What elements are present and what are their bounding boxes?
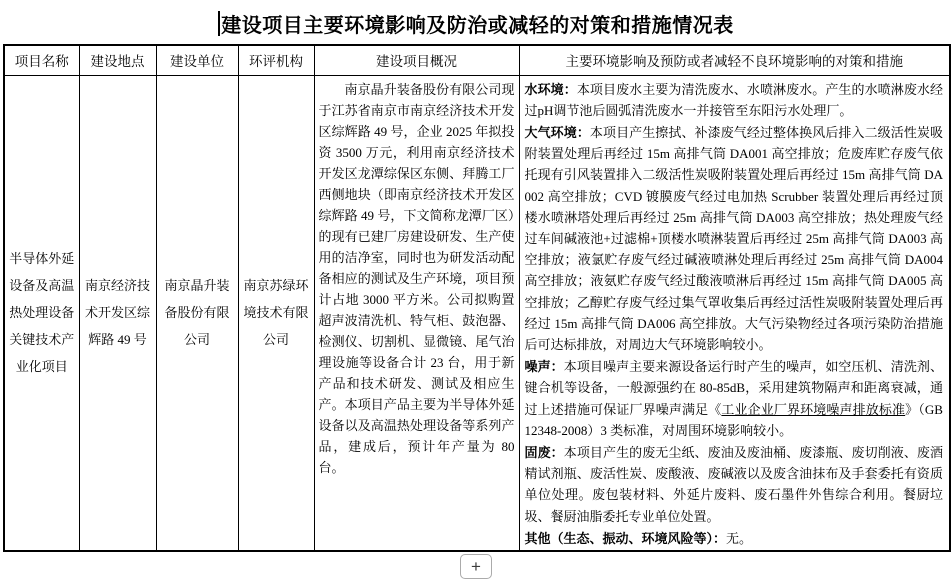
- measure-text: 本项目废水主要为清洗废水、水喷淋废水。产生的水喷淋废水经过pH调节池后圆弧清洗废水一并接管至东阳污水处理厂。: [524, 81, 943, 118]
- measure-paragraph: [525, 528, 944, 549]
- measure-label: 固废：: [524, 444, 564, 460]
- measure-label: 大气环境：: [524, 124, 590, 140]
- header-project-name: 项目名称: [4, 45, 79, 75]
- header-overview: 建设项目概况: [314, 45, 519, 75]
- measure-text: 本项目噪声主要来源设备运行时产生的噪声，如空压机、清洗剂、键合机等设备，一般源强约在 80-85dB，采用建筑物隔声和距离衰减，通过上述措施可保证厂界噪声满足《: [524, 359, 943, 417]
- cell-overview: [314, 75, 519, 551]
- measures-list: [525, 79, 944, 549]
- eia-table: [3, 44, 951, 552]
- measure-paragraph: [525, 122, 944, 355]
- measure-paragraph: [525, 79, 944, 121]
- header-builder: 建设单位: [156, 45, 238, 75]
- measure-text: 本项目产生擦拭、补漆废气经过整体换风后排入二级活性炭吸附装置处理后再经过 15m 高排气筒 DA001 高空排放；危废库贮存废气依托现有引风装置排入二级活性炭吸附装置处理后再经过 15m 高排气筒 DA002 高空排放；CVD 镀膜废气经过电加热 Scrubber 装置处理后再经过顶楼水喷淋塔处理后再经过 25m 高排气筒 DA003 高空排放；热处理废气经过车间碱液池+过滤棉+顶楼水喷淋装置后再经过 25m 高排气筒 DA003 高空排放；液氯贮存废气经过碱液喷淋处理后再经过 25m 高排气筒 DA004 高空排放；液氨贮存废气经过酸液喷淋后再经过 15m 高排气筒 DA005 高空排放；乙醇贮存废气经过集气罩收集后再经过活性炭吸附装置处理后再经过 15m 高排气筒 DA006 高空排放。大气污染物经过各项污染防治措施后可达标排放，对周边大气环境影响较小。: [524, 124, 943, 352]
- header-eia-agency: 环评机构: [238, 45, 314, 75]
- measure-paragraph: [525, 442, 944, 527]
- measure-label: 其他（生态、振动、环境风险等）：: [524, 530, 727, 546]
- measure-label: 噪声：: [524, 359, 564, 375]
- cell-project-name: 半导体外延设备及高温热处理设备关键技术产业化项目: [4, 75, 79, 551]
- title-bar: [0, 0, 952, 44]
- page-title: 建设项目主要环境影响及防治或减轻的对策和措施情况表: [221, 15, 734, 37]
- text-cursor: [218, 11, 220, 36]
- cell-builder: 南京晶升装备股份有限公司: [156, 75, 238, 551]
- standard-name-underlined: 工业企业厂界环境噪声排放标准: [721, 401, 906, 417]
- measure-text: 》（GB12348-2008）3 类标准，对周围环境影响较小。: [524, 401, 943, 438]
- measure-text: 无。: [726, 530, 753, 546]
- header-location: 建设地点: [79, 45, 156, 75]
- cell-location: 南京经济技术开发区综辉路 49 号: [79, 75, 156, 551]
- measure-paragraph: [525, 356, 944, 441]
- measure-label: 水环境：: [524, 81, 577, 97]
- header-measures: 主要环境影响及预防或者减轻不良环境影响的对策和措施: [519, 45, 950, 75]
- measure-text: 本项目产生的废无尘纸、废油及废油桶、废漆瓶、废切削液、废酒精试剂瓶、废活性炭、废酸液、废碱液以及废含油抹布及手套委托有资质单位处理。废包装材料、外延片废料、废石墨件外售综合利用。餐厨垃圾、餐厨油脂委托专业单位处置。: [524, 444, 943, 524]
- add-row-button[interactable]: +: [460, 554, 492, 579]
- addrow-area: [0, 554, 952, 579]
- cell-eia-agency: 南京苏绿环境技术有限公司: [238, 75, 314, 551]
- header-row: [4, 45, 950, 75]
- table-row: [4, 75, 950, 551]
- overview-text: 南京晶升装备股份有限公司现于江苏省南京市南京经济技术开发区综辉路 49 号，企业 2025 年拟投资 3500 万元，利用南京经济技术开发区龙潭综保区东侧、拜腾工厂西侧地块（即南京经济技术开发区综辉路 49 号，下文简称龙潭厂区）的现有已建厂房建设研发、生产使用的洁净室，同时也为研发活动配备相应的测试及生产环境，项目预计占地 3000 平方米。公司拟购置超声波清洗机、特气柜、鼓泡器、检测仪、切割机、显微镜、尾气治理设施等设备合计 23 台，用于新产品和技术研发、测试及相应生产。本项目产品主要为半导体外延设备以及高温热处理设备等系列产品，建成后，预计年产量为 80 台。: [318, 81, 515, 475]
- cell-measures: [519, 75, 950, 551]
